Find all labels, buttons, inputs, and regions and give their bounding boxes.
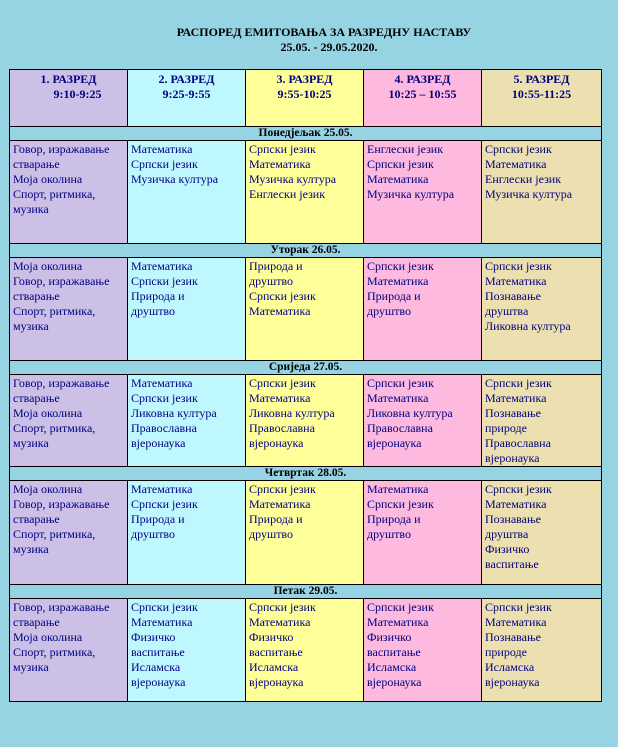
day-label: Уторак 26.05.: [10, 244, 602, 258]
subject-line: Енглески језик: [367, 142, 444, 156]
page-title: [0, 25, 618, 55]
subject-line: вјеронаука: [367, 675, 422, 689]
subject-line: Природа и: [131, 289, 185, 303]
subject-line: Православна: [485, 436, 551, 450]
day-label: Сриједа 27.05.: [10, 361, 602, 375]
subject-line: Енглески језик: [249, 187, 326, 201]
title-line-1: РАСПОРЕД ЕМИТОВАЊА ЗА РАЗРЕДНУ НАСТАВУ: [176, 25, 472, 39]
subject-line: стварање: [13, 157, 60, 171]
subject-line: друштво: [367, 304, 412, 318]
subject-line: Говор, изражавање: [13, 376, 110, 390]
column-header-time: 10:25 – 10:55: [388, 87, 457, 101]
subject-line: природе: [485, 645, 527, 659]
subject-line: Математика: [249, 157, 311, 171]
subject-line: Математика: [249, 615, 311, 629]
day-schedule-row: [10, 258, 602, 361]
subject-cell-grade-2: [128, 599, 246, 702]
subject-line: Математика: [131, 259, 193, 273]
subject-line: Познавање: [485, 630, 541, 644]
subject-line: Математика: [249, 304, 311, 318]
subject-line: Математика: [367, 274, 429, 288]
column-header-grade-5: [482, 70, 602, 127]
subject-line: Музичка култура: [485, 187, 573, 201]
day-schedule-row: [10, 481, 602, 585]
subject-line: Физичко: [249, 630, 294, 644]
subject-cell-grade-3: [246, 141, 364, 244]
column-header-time: 10:55-11:25: [511, 87, 572, 101]
subject-cell-grade-3: [246, 481, 364, 585]
subject-line: Познавање: [485, 406, 541, 420]
subject-line: Математика: [485, 157, 547, 171]
subject-line: Српски језик: [367, 600, 434, 614]
subject-line: Православна: [367, 421, 433, 435]
column-header-grade-2: [128, 70, 246, 127]
subject-line: Моја околина: [13, 172, 83, 186]
subject-line: Математика: [249, 391, 311, 405]
subject-line: Српски језик: [367, 497, 434, 511]
subject-line: вјеронаука: [249, 675, 304, 689]
subject-line: музика: [13, 319, 49, 333]
schedule-table: [9, 69, 602, 702]
subject-line: Моја околина: [13, 630, 83, 644]
subject-cell-grade-1: [10, 258, 128, 361]
subject-cell-grade-4: [364, 481, 482, 585]
day-schedule-row: [10, 141, 602, 244]
subject-line: Математика: [367, 391, 429, 405]
subject-line: Српски језик: [367, 157, 434, 171]
day-header-row: [10, 127, 602, 141]
subject-line: Математика: [485, 615, 547, 629]
day-label: Четвртак 28.05.: [10, 467, 602, 481]
day-label: Петак 29.05.: [10, 585, 602, 599]
subject-line: Математика: [131, 376, 193, 390]
subject-line: Моја околина: [13, 406, 83, 420]
day-header-row: [10, 467, 602, 481]
subject-line: Православна: [131, 421, 197, 435]
subject-line: музика: [13, 542, 49, 556]
subject-line: музика: [13, 202, 49, 216]
subject-line: друштва: [485, 304, 529, 318]
subject-line: Српски језик: [485, 142, 552, 156]
subject-line: Говор, изражавање: [13, 142, 110, 156]
subject-line: друштво: [249, 274, 294, 288]
subject-cell-grade-5: [482, 258, 602, 361]
subject-line: Математика: [367, 172, 429, 186]
subject-line: Српски језик: [367, 376, 434, 390]
subject-cell-grade-2: [128, 258, 246, 361]
subject-cell-grade-2: [128, 481, 246, 585]
subject-line: Исламска: [367, 660, 417, 674]
subject-line: Спорт, ритмика,: [13, 527, 96, 541]
day-header-row: [10, 361, 602, 375]
title-line-2: 25.05. - 29.05.2020.: [280, 40, 378, 54]
subject-cell-grade-1: [10, 481, 128, 585]
subject-line: Српски језик: [131, 274, 198, 288]
subject-line: Математика: [367, 482, 429, 496]
column-header-grade-4: [364, 70, 482, 127]
subject-line: Природа и: [367, 289, 421, 303]
subject-cell-grade-5: [482, 481, 602, 585]
subject-line: Ликовна култура: [249, 406, 335, 420]
subject-line: Математика: [131, 142, 193, 156]
subject-line: Говор, изражавање: [13, 497, 110, 511]
subject-line: стварање: [13, 289, 60, 303]
subject-line: Исламска: [485, 660, 535, 674]
subject-line: Математика: [367, 615, 429, 629]
day-schedule-row: [10, 375, 602, 467]
subject-line: Говор, изражавање: [13, 600, 110, 614]
subject-line: Исламска: [249, 660, 299, 674]
column-header-label: 2. РАЗРЕД: [158, 72, 215, 86]
subject-cell-grade-5: [482, 375, 602, 467]
subject-line: Музичка култура: [249, 172, 337, 186]
subject-line: Математика: [485, 497, 547, 511]
subject-line: стварање: [13, 512, 60, 526]
column-header-time: 9:55-10:25: [277, 87, 332, 101]
subject-line: Природа и: [131, 512, 185, 526]
subject-cell-grade-1: [10, 141, 128, 244]
column-header-label: 5. РАЗРЕД: [513, 72, 570, 86]
subject-cell-grade-4: [364, 599, 482, 702]
subject-cell-grade-3: [246, 599, 364, 702]
day-label: Понедјељак 25.05.: [10, 127, 602, 141]
subject-line: Природа и: [367, 512, 421, 526]
subject-line: Музичка култура: [367, 187, 455, 201]
column-header-grade-3: [246, 70, 364, 127]
subject-line: Познавање: [485, 512, 541, 526]
column-header-label: 4. РАЗРЕД: [394, 72, 451, 86]
subject-line: Природа и: [249, 259, 303, 273]
subject-line: Српски језик: [131, 497, 198, 511]
subject-line: Православна: [249, 421, 315, 435]
subject-line: вјеронаука: [131, 675, 186, 689]
subject-line: Музичка култура: [131, 172, 219, 186]
day-header-row: [10, 585, 602, 599]
subject-line: Физичко: [367, 630, 412, 644]
subject-line: Српски језик: [249, 376, 316, 390]
subject-line: Српски језик: [485, 600, 552, 614]
subject-line: Математика: [249, 497, 311, 511]
subject-line: Ликовна култура: [485, 319, 571, 333]
subject-line: Српски језик: [249, 482, 316, 496]
subject-line: Српски језик: [249, 289, 316, 303]
subject-line: стварање: [13, 615, 60, 629]
subject-line: Српски језик: [249, 600, 316, 614]
subject-cell-grade-5: [482, 141, 602, 244]
column-header-time: 9:10-9:25: [53, 87, 102, 101]
subject-line: Српски језик: [485, 482, 552, 496]
subject-line: Српски језик: [485, 376, 552, 390]
subject-line: вјеронаука: [131, 436, 186, 450]
subject-line: вјеронаука: [485, 451, 540, 465]
day-header-row: [10, 244, 602, 258]
subject-line: Српски језик: [131, 157, 198, 171]
subject-line: васпитање: [131, 645, 185, 659]
subject-line: Моја околина: [13, 259, 83, 273]
subject-cell-grade-3: [246, 258, 364, 361]
subject-line: Говор, изражавање: [13, 274, 110, 288]
subject-line: Математика: [131, 482, 193, 496]
column-header-grade-1: [10, 70, 128, 127]
subject-line: Српски језик: [131, 600, 198, 614]
subject-line: вјеронаука: [485, 675, 540, 689]
column-header-time: 9:25-9:55: [162, 87, 211, 101]
column-header-label: 3. РАЗРЕД: [276, 72, 333, 86]
header-row: [10, 70, 602, 127]
subject-line: друштво: [249, 527, 294, 541]
subject-line: природе: [485, 421, 527, 435]
subject-line: Математика: [485, 274, 547, 288]
subject-cell-grade-2: [128, 141, 246, 244]
subject-line: друштва: [485, 527, 529, 541]
subject-line: Физичко: [485, 542, 530, 556]
subject-line: Ликовна култура: [131, 406, 217, 420]
subject-line: Познавање: [485, 289, 541, 303]
subject-line: Српски језик: [485, 259, 552, 273]
subject-line: Математика: [485, 391, 547, 405]
subject-cell-grade-4: [364, 375, 482, 467]
subject-line: музика: [13, 436, 49, 450]
subject-cell-grade-3: [246, 375, 364, 467]
subject-line: Спорт, ритмика,: [13, 421, 96, 435]
subject-line: друштво: [131, 304, 176, 318]
subject-line: друштво: [131, 527, 176, 541]
subject-cell-grade-1: [10, 599, 128, 702]
subject-line: васпитање: [367, 645, 421, 659]
subject-line: Физичко: [131, 630, 176, 644]
subject-line: музика: [13, 660, 49, 674]
subject-line: Ликовна култура: [367, 406, 453, 420]
subject-line: Српски језик: [367, 259, 434, 273]
subject-cell-grade-2: [128, 375, 246, 467]
subject-cell-grade-1: [10, 375, 128, 467]
subject-line: стварање: [13, 391, 60, 405]
subject-line: васпитање: [485, 557, 539, 571]
subject-line: Спорт, ритмика,: [13, 187, 96, 201]
subject-line: вјеронаука: [367, 436, 422, 450]
subject-line: Српски језик: [249, 142, 316, 156]
subject-cell-grade-4: [364, 258, 482, 361]
subject-line: Српски језик: [131, 391, 198, 405]
subject-line: Математика: [131, 615, 193, 629]
subject-line: Спорт, ритмика,: [13, 304, 96, 318]
subject-line: Спорт, ритмика,: [13, 645, 96, 659]
subject-line: Природа и: [249, 512, 303, 526]
subject-line: Исламска: [131, 660, 181, 674]
subject-line: Моја околина: [13, 482, 83, 496]
subject-line: вјеронаука: [249, 436, 304, 450]
day-schedule-row: [10, 599, 602, 702]
subject-cell-grade-4: [364, 141, 482, 244]
subject-cell-grade-5: [482, 599, 602, 702]
subject-line: Енглески језик: [485, 172, 562, 186]
column-header-label: 1. РАЗРЕД: [40, 72, 97, 86]
subject-line: васпитање: [249, 645, 303, 659]
subject-line: друштво: [367, 527, 412, 541]
